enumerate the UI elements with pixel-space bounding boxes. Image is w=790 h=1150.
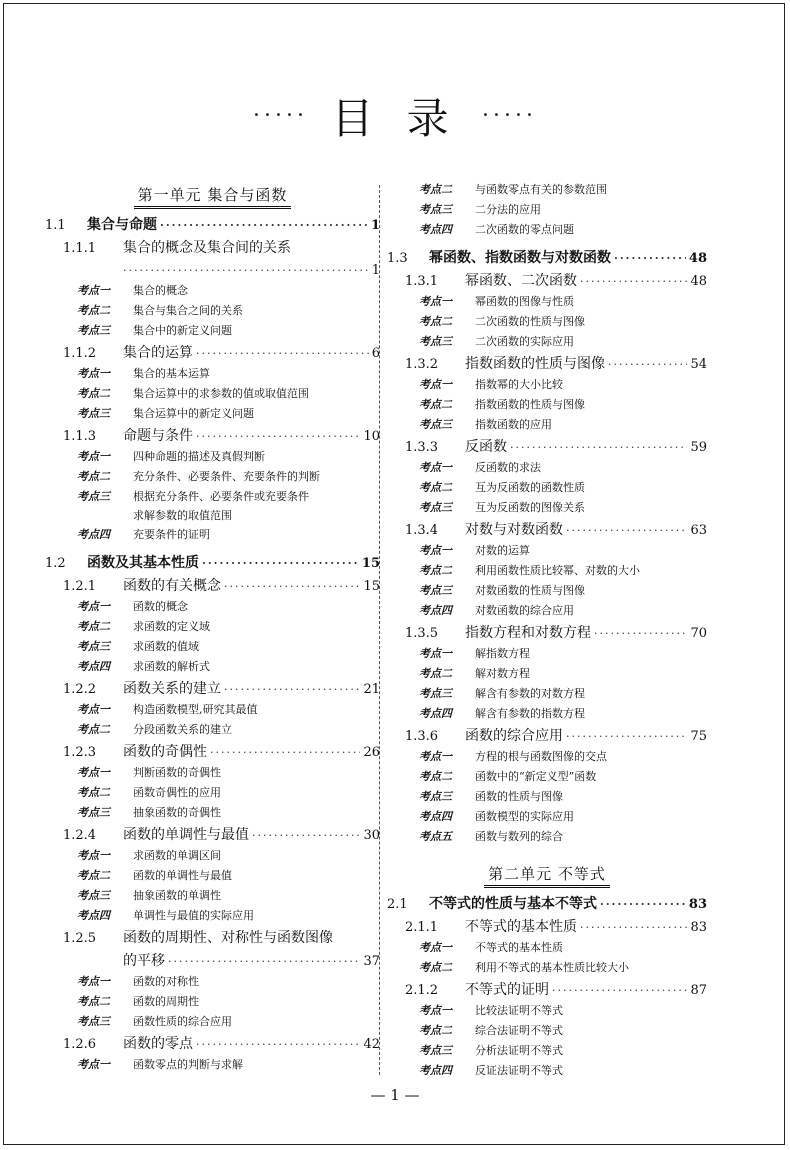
kaodian-item: 考点一 求函数的单调区间 [77, 849, 221, 862]
page-ref: 59 [690, 440, 707, 455]
toc-subsection-1-2-5-cont: 的平移 ····· 37 [45, 951, 380, 972]
toc-subsection-1-2-2[interactable]: 1.2.2 函数关系的建立 ····· 21 [45, 679, 380, 700]
toc-subsection-1-1-2[interactable]: 1.1.2 集合的运算 ····· 6 [45, 343, 380, 364]
kaodian-item: 考点二 求函数的定义域 [77, 620, 210, 633]
kaodian-item: 考点一 判断函数的奇偶性 [77, 766, 221, 779]
toc-section-1-2[interactable]: 1.2 函数及其基本性质 ····· 15 [45, 553, 380, 574]
toc-subsection-2-1-2[interactable]: 2.1.2 不等式的证明 ····· 87 [387, 980, 707, 1001]
kaodian-item: 考点一 构造函数模型,研究其最值 [77, 703, 258, 716]
toc-subsection-1-2-3[interactable]: 1.2.3 函数的奇偶性 ····· 26 [45, 742, 380, 763]
kaodian-item: 考点四 解含有参数的指数方程 [419, 707, 585, 720]
kaodian-item: 考点三 集合中的新定义问题 [77, 324, 232, 337]
leader-dots [552, 981, 687, 1001]
page-ref: 48 [688, 251, 707, 266]
page-ref: 30 [363, 828, 380, 843]
kaodian-item: 考点四 对数函数的综合应用 [419, 604, 574, 617]
kaodian-item: 考点四 函数模型的实际应用 [419, 810, 574, 823]
page-ref: 83 [690, 920, 707, 935]
kaodian-item: 考点二 集合运算中的求参数的值或取值范围 [77, 387, 309, 400]
leader-dots [202, 554, 359, 574]
page-ref: 15 [363, 579, 380, 594]
kaodian-item: 考点一 不等式的基本性质 [419, 941, 563, 954]
kaodian-item: 考点三 解含有参数的对数方程 [419, 687, 585, 700]
kaodian-item: 考点三 抽象函数的奇偶性 [77, 806, 221, 819]
kaodian-item: 考点三 根据充分条件、必要条件或充要条件 [77, 490, 309, 503]
page-ref: 54 [690, 357, 707, 372]
kaodian-item: 考点二 指数函数的性质与图像 [419, 398, 585, 411]
page-ref: 48 [690, 274, 707, 289]
kaodian-item: 考点一 函数的概念 [77, 600, 188, 613]
page-ref: 1 [370, 218, 380, 233]
kaodian-item: 考点三 集合运算中的新定义问题 [77, 407, 254, 420]
toc-subsection-2-1-1[interactable]: 2.1.1 不等式的基本性质 ····· 83 [387, 917, 707, 938]
kaodian-item: 考点一 函数零点的判断与求解 [77, 1058, 243, 1071]
page-ref: 63 [690, 523, 707, 538]
unit-heading-2: 第二单元 不等式 [387, 863, 707, 888]
page-ref: 10 [363, 429, 380, 444]
leader-dots [168, 952, 360, 972]
leader-dots [123, 261, 369, 281]
leader-dots [196, 427, 360, 447]
kaodian-item: 考点二 函数的单调性与最值 [77, 869, 232, 882]
kaodian-item: 考点四 反证法证明不等式 [419, 1064, 563, 1077]
kaodian-item: 考点三 指数函数的应用 [419, 418, 552, 431]
kaodian-item: 考点四 单调性与最值的实际应用 [77, 909, 254, 922]
leader-dots [608, 355, 687, 375]
toc-subsection-1-3-5[interactable]: 1.3.5 指数方程和对数方程 ····· 70 [387, 623, 707, 644]
leader-dots [252, 826, 360, 846]
kaodian-item: 考点一 比较法证明不等式 [419, 1004, 563, 1017]
kaodian-item: 考点三 对数函数的性质与图像 [419, 584, 585, 597]
toc-subsection-1-1-1[interactable]: 1.1.1 集合的概念及集合间的关系 [63, 240, 291, 256]
kaodian-item: 考点一 函数的对称性 [77, 975, 199, 988]
toc-subsection-1-2-6[interactable]: 1.2.6 函数的零点 ····· 42 [45, 1034, 380, 1055]
kaodian-item: 考点一 四种命题的描述及真假判断 [77, 450, 265, 463]
kaodian-item: 考点二 综合法证明不等式 [419, 1024, 563, 1037]
kaodian-item: 考点三 函数性质的综合应用 [77, 1015, 232, 1028]
page-ref: 70 [690, 626, 707, 641]
kaodian-item: 考点一 集合的概念 [77, 284, 188, 297]
kaodian-item: 考点一 集合的基本运算 [77, 367, 210, 380]
page-title [0, 86, 790, 146]
kaodian-item: 考点二 利用函数性质比较幂、对数的大小 [419, 564, 640, 577]
page-ref: 1 [371, 263, 380, 278]
kaodian-item: 考点二 解对数方程 [419, 667, 530, 680]
page-number: — 1 — [370, 1086, 420, 1104]
toc-subsection-1-2-4[interactable]: 1.2.4 函数的单调性与最值 ····· 30 [45, 825, 380, 846]
kaodian-item: 考点五 函数与数列的综合 [419, 830, 563, 843]
page-title-text: 目 录 [331, 94, 459, 143]
leader-dots [594, 624, 687, 644]
kaodian-item: 考点三 函数的性质与图像 [419, 790, 563, 803]
toc-right-column [387, 180, 707, 1081]
page-ref: 37 [363, 954, 380, 969]
toc-left-column [45, 180, 380, 1075]
toc-section-1-1[interactable]: 1.1 集合与命题 ····· 1 [45, 215, 380, 236]
kaodian-item: 考点二 函数奇偶性的应用 [77, 786, 221, 799]
kaodian-item: 考点一 幂函数的图像与性质 [419, 295, 574, 308]
kaodian-item: 考点一 解指数方程 [419, 647, 530, 660]
page-ref: 83 [688, 897, 707, 912]
kaodian-item: 考点一 指数幂的大小比较 [419, 378, 563, 391]
kaodian-item: 考点四 充要条件的证明 [77, 528, 210, 541]
leader-dots [196, 344, 369, 364]
leader-dots [580, 272, 687, 292]
toc-section-1-3[interactable]: 1.3 幂函数、指数函数与对数函数 ····· 48 [387, 248, 707, 269]
leader-dots [580, 918, 687, 938]
leader-dots [160, 216, 368, 236]
toc-subsection-1-3-3[interactable]: 1.3.3 反函数 ····· 59 [387, 437, 707, 458]
leader-dots [210, 743, 360, 763]
unit-heading-1: 第一单元 集合与函数 [45, 184, 380, 209]
kaodian-item: 考点三 抽象函数的单调性 [77, 889, 221, 902]
leader-dots [224, 577, 360, 597]
toc-subsection-1-2-5[interactable]: 1.2.5 函数的周期性、对称性与函数图像 [63, 930, 333, 946]
leader-dots [566, 727, 687, 747]
kaodian-item: 考点一 方程的根与函数图像的交点 [419, 750, 607, 763]
toc-subsection-1-1-1-cont [45, 261, 380, 281]
kaodian-item: 考点二 二次函数的性质与图像 [419, 315, 585, 328]
kaodian-item: 考点二 利用不等式的基本性质比较大小 [419, 961, 629, 974]
kaodian-item: 考点二 互为反函数的函数性质 [419, 481, 585, 494]
kaodian-item: 考点二 集合与集合之间的关系 [77, 304, 243, 317]
kaodian-item: 考点二 函数的周期性 [77, 995, 199, 1008]
leader-dots [614, 249, 686, 269]
leader-dots [600, 895, 686, 915]
page-ref: 6 [371, 346, 380, 361]
toc-subsection-1-3-6[interactable]: 1.3.6 函数的综合应用 ····· 75 [387, 726, 707, 747]
kaodian-item: 考点三 求函数的值域 [77, 640, 199, 653]
kaodian-item: 考点四 二次函数的零点问题 [419, 223, 574, 236]
kaodian-item: 考点一 对数的运算 [419, 544, 530, 557]
kaodian-item: 考点二 与函数零点有关的参数范围 [419, 183, 607, 196]
kaodian-item-continuation: 求解参数的取值范围 [133, 509, 232, 522]
kaodian-item: 考点四 求函数的解析式 [77, 660, 210, 673]
page-ref: 42 [363, 1037, 380, 1052]
page-ref: 75 [690, 729, 707, 744]
leader-dots [196, 1035, 360, 1055]
leader-dots [224, 680, 360, 700]
leader-dots [566, 521, 687, 541]
kaodian-item: 考点一 反函数的求法 [419, 461, 541, 474]
kaodian-item: 考点二 分段函数关系的建立 [77, 723, 232, 736]
toc-subsection-1-1-3[interactable]: 1.1.3 命题与条件 ····· 10 [45, 426, 380, 447]
kaodian-item: 考点三 二次函数的实际应用 [419, 335, 574, 348]
page-ref: 87 [690, 983, 707, 998]
kaodian-item: 考点三 互为反函数的图像关系 [419, 501, 585, 514]
toc-subsection-1-2-1[interactable]: 1.2.1 函数的有关概念 ····· 15 [45, 576, 380, 597]
title-dots-left: ····· [252, 103, 308, 129]
toc-section-2-1[interactable]: 2.1 不等式的性质与基本不等式 ····· 83 [387, 894, 707, 915]
title-dots-right: ····· [482, 103, 537, 129]
leader-dots [510, 438, 687, 458]
kaodian-item: 考点三 分析法证明不等式 [419, 1044, 563, 1057]
toc-subsection-1-3-2[interactable]: 1.3.2 指数函数的性质与图像 ····· 54 [387, 354, 707, 375]
toc-subsection-1-3-4[interactable]: 1.3.4 对数与对数函数 ····· 63 [387, 520, 707, 541]
page-ref: 21 [363, 682, 380, 697]
page-ref: 15 [361, 556, 380, 571]
kaodian-item: 考点二 函数中的“新定义型”函数 [419, 770, 597, 783]
toc-subsection-1-3-1[interactable]: 1.3.1 幂函数、二次函数 ····· 48 [387, 271, 707, 292]
kaodian-item: 考点三 二分法的应用 [419, 203, 541, 216]
kaodian-item: 考点二 充分条件、必要条件、充要条件的判断 [77, 470, 320, 483]
page-ref: 26 [363, 745, 380, 760]
